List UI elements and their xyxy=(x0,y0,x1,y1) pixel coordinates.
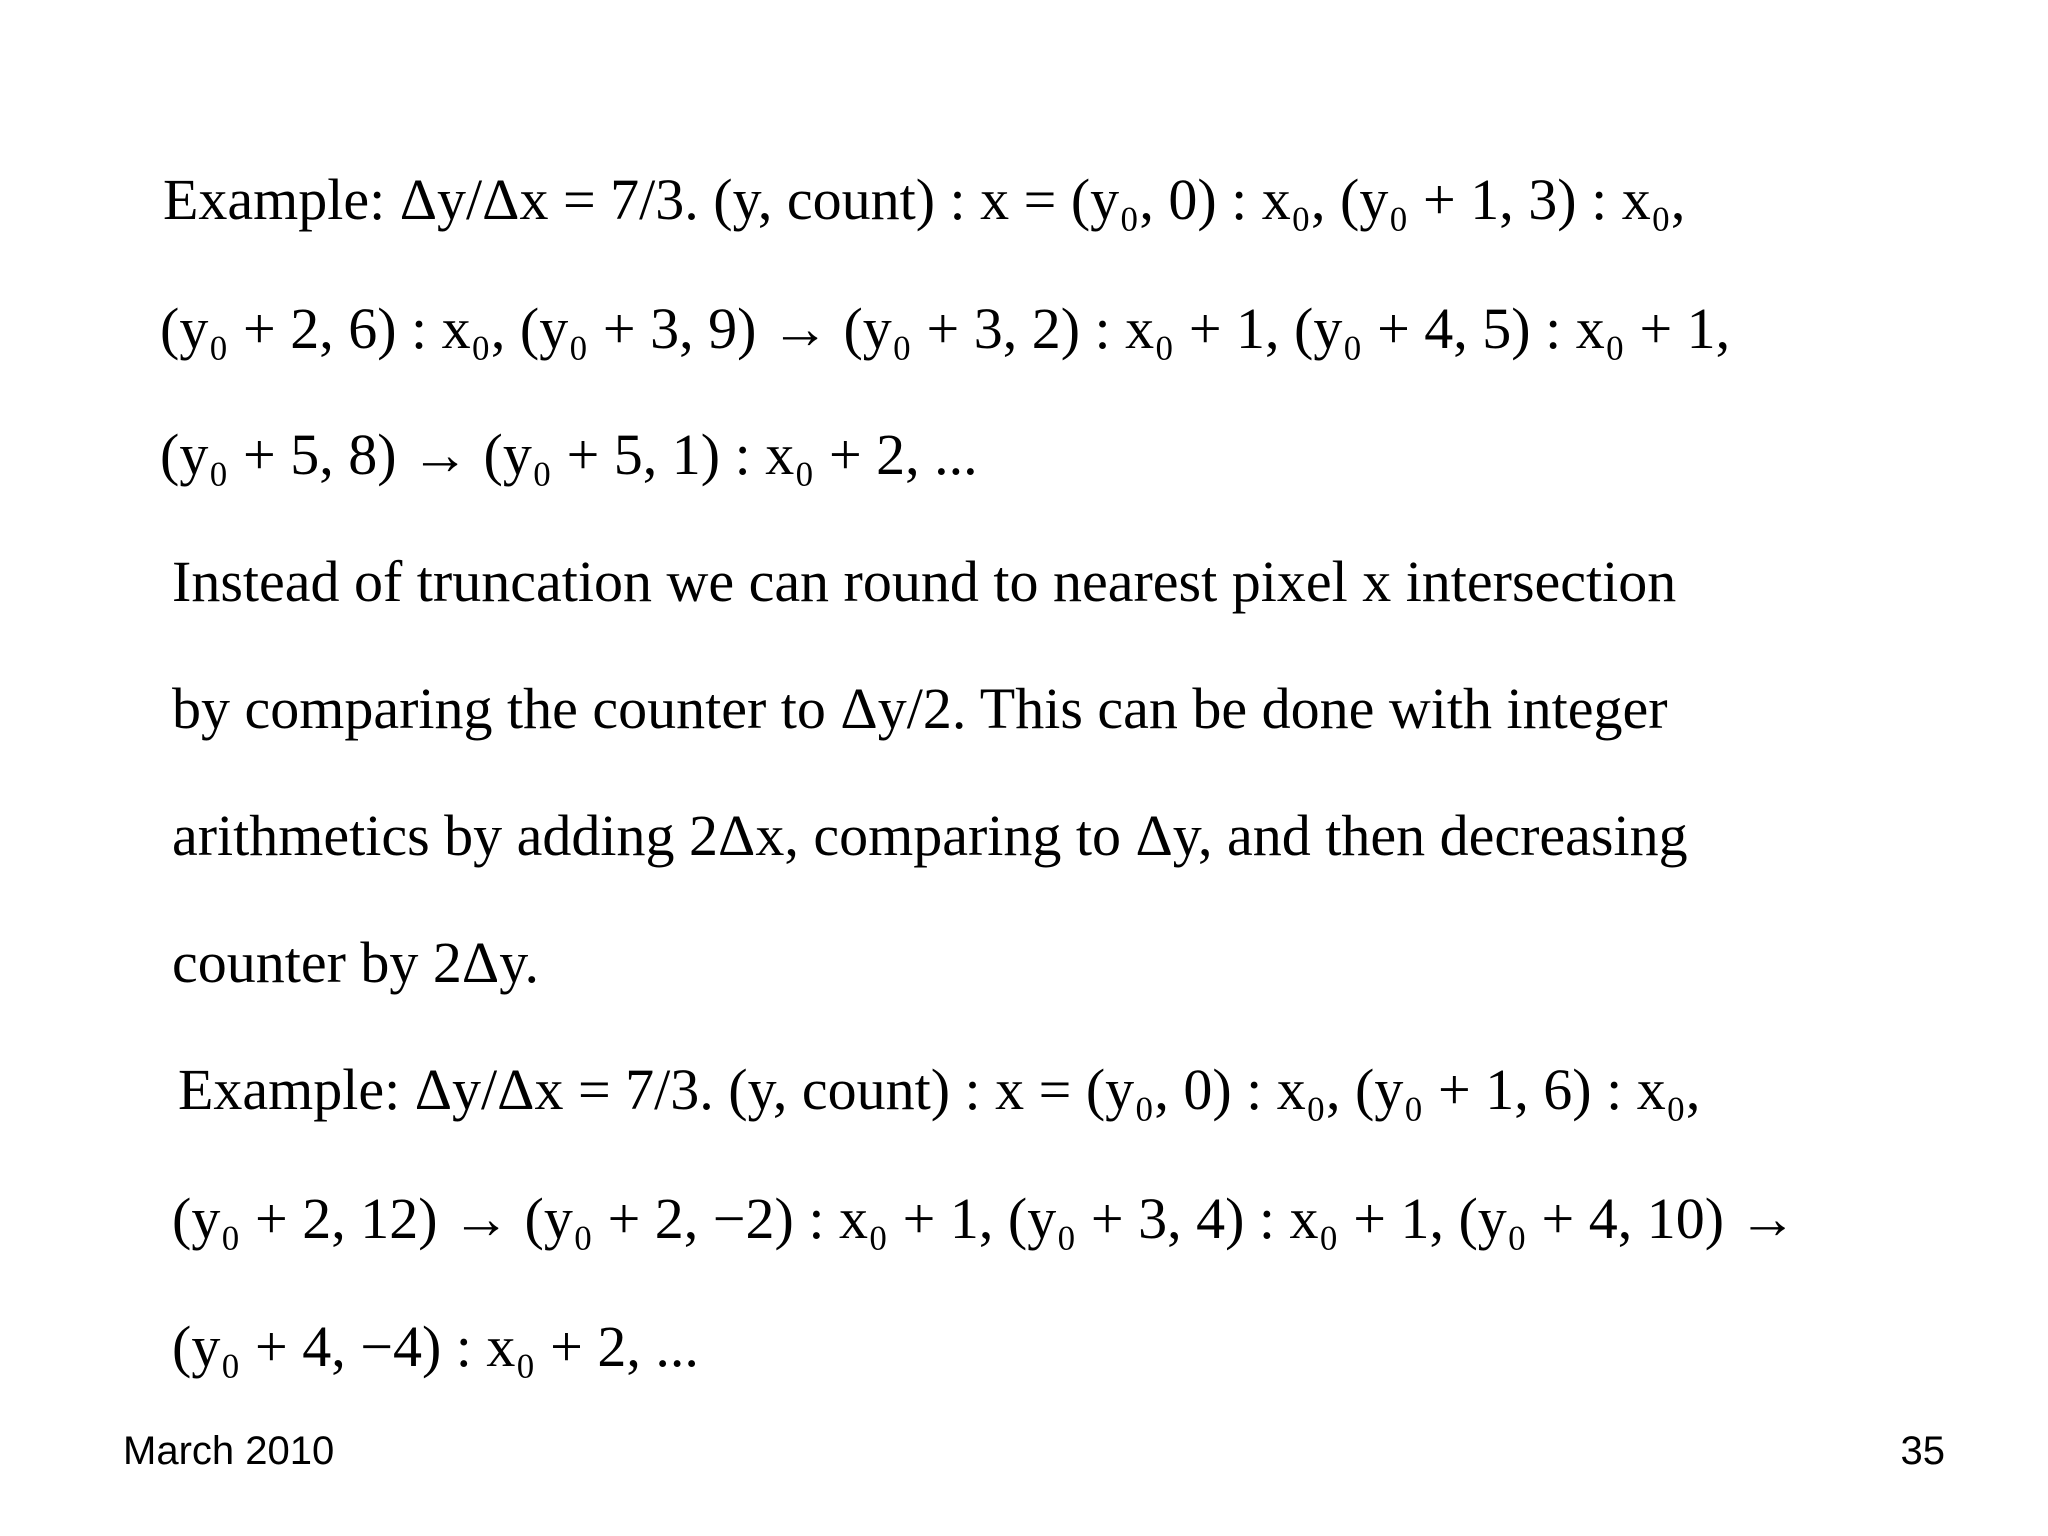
example-2-line-2: (y₀ + 2, 12) → (y₀ + 2, −2) : x₀ + 1, (y₀ + 3, 4) : x₀ + 1, (y₀ + 4, 10) → xyxy=(172,1186,1797,1251)
explanation-line-2: by comparing the counter to Δy/2. This can be done with integer xyxy=(172,676,1668,741)
explanation-line-1: Instead of truncation we can round to nearest pixel x intersection xyxy=(172,549,1677,614)
explanation-line-3: arithmetics by adding 2Δx, comparing to Δy, and then decreasing xyxy=(172,803,1688,868)
example-2-line-1: Example: Δy/Δx = 7/3. (y, count) : x = (y₀, 0) : x₀, (y₀ + 1, 6) : x₀, xyxy=(178,1057,1701,1122)
example-2-line-3: (y₀ + 4, −4) : x₀ + 2, ... xyxy=(172,1314,699,1379)
explanation-line-4: counter by 2Δy. xyxy=(172,930,539,995)
example-1-line-2: (y₀ + 2, 6) : x₀, (y₀ + 3, 9) → (y₀ + 3, 2) : x₀ + 1, (y₀ + 4, 5) : x₀ + 1, xyxy=(160,296,1731,361)
page-number: 35 xyxy=(1900,1429,1945,1473)
example-1-line-1: Example: Δy/Δx = 7/3. (y, count) : x = (y₀, 0) : x₀, (y₀ + 1, 3) : x₀, xyxy=(163,167,1686,232)
example-1-line-3: (y₀ + 5, 8) → (y₀ + 5, 1) : x₀ + 2, ... xyxy=(160,422,978,487)
footer-date: March 2010 xyxy=(123,1429,335,1473)
